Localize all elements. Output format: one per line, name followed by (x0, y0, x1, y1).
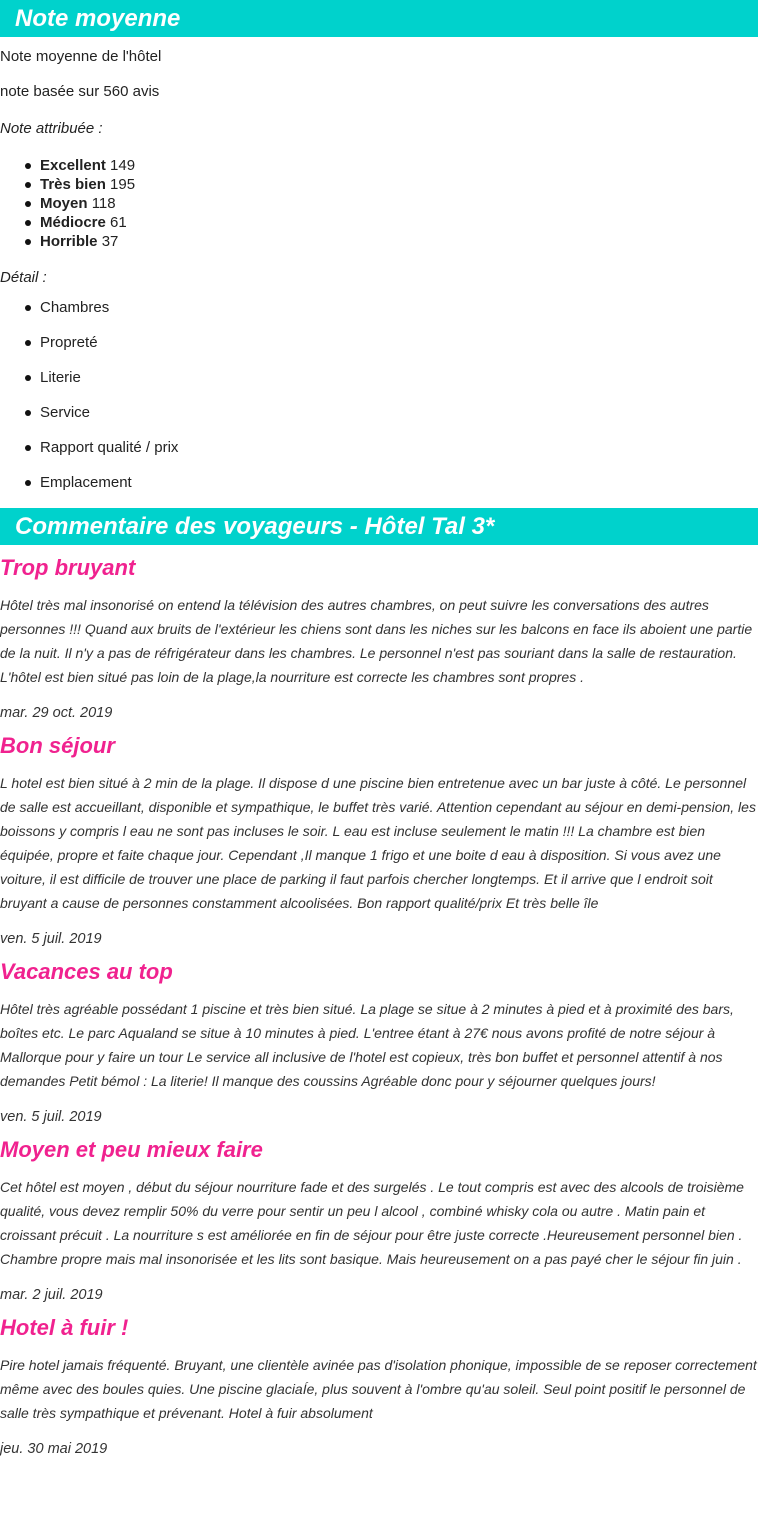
ratings-list (0, 156, 758, 251)
review-date: ven. 5 juil. 2019 (0, 931, 102, 947)
rating-item-mediocre (40, 213, 758, 232)
rating-item-horrible (40, 232, 758, 251)
review-title: Vacances au top (0, 959, 173, 984)
rating-subtitle: Note moyenne de l'hôtel (0, 48, 162, 65)
detail-item-proprete: Propreté (40, 333, 758, 353)
rating-label: Médiocre (40, 214, 106, 231)
rating-count: 149 (110, 157, 136, 174)
review-title: Trop bruyant (0, 555, 136, 580)
detail-item-chambres: Chambres (40, 298, 758, 318)
detail-list (0, 298, 758, 493)
rating-count: 37 (101, 233, 119, 250)
review-date: jeu. 30 mai 2019 (0, 1441, 108, 1457)
rating-label: Moyen (40, 195, 88, 212)
detail-item-rapport-qualite-prix: Rapport qualité / prix (40, 438, 758, 458)
review-title: Hotel à fuir ! (0, 1315, 129, 1340)
review-item (0, 957, 758, 1127)
review-body: Hôtel très agréable possédant 1 piscine et très bien situé. La plage se situe à 2 minutes à pied et à proximité des bars, boîtes etc. Le parc Aqualand se situe à 10 minutes à pied. L'entree étant à 27€ nous avons profité de notre séjour à Mallorque pour y faire un tour Le service all inclusive de l'hotel est copieux, très bon buffet et personnel attentif à nos demandes Petit bémol : La literie! Il manque des coussins Agréable donc pour y séjourner quelques jours! (0, 1001, 734, 1089)
rating-count: 118 (91, 195, 116, 212)
review-item (0, 731, 758, 949)
rating-count-text: note basée sur 560 avis (0, 83, 160, 100)
review-item (0, 1313, 758, 1459)
detail-item-literie: Literie (40, 368, 758, 388)
review-body: L hotel est bien situé à 2 min de la plage. Il dispose d une piscine bien entretenue avec un bar juste à côté. Le personnel de salle est accueillant, disponible et sympathique, le buffet très varié. Attention cependant au séjour en demi-pension, les boissons y compris l eau ne sont pas incluses le soir. L eau est incluse seulement le matin !!! La chambre est bien équipée, propre et faite chaque jour. Cependant ,Il manque 1 frigo et une boite d eau à disposition. Si vous avez une voiture, il est difficile de trouver une place de parking il faut parfois chercher longtemps. Et il arrive que l endroit soit bruyant a cause de personnes constamment alcoolisées. Bon rapport qualité/prix Et très belle île (0, 775, 756, 911)
review-date: mar. 29 oct. 2019 (0, 705, 113, 721)
detail-item-service: Service (40, 403, 758, 423)
rating-count: 61 (110, 214, 127, 231)
ratings-label: Note attribuée : (0, 120, 103, 137)
review-body: Hôtel très mal insonorisé on entend la télévision des autres chambres, on peut suivre les conversations des autres personnes !!! Quand aux bruits de l'extérieur les chiens sont dans les niches sur les balcons en face ils aboient une partie de la nuit. Il n'y a pas de réfrigérateur dans les chambres. Le personnel n'est pas souriant dans la salle de restauration. L'hôtel est bien situé pas loin de la plage,la nourriture est correcte les chambres sont propres . (0, 597, 753, 685)
review-date: mar. 2 juil. 2019 (0, 1287, 103, 1303)
rating-label: Très bien (40, 176, 106, 193)
review-title: Moyen et peu mieux faire (0, 1137, 263, 1162)
detail-item-emplacement: Emplacement (40, 473, 758, 493)
rating-label: Horrible (40, 233, 98, 250)
rating-item-moyen (40, 194, 758, 213)
rating-item-excellent (40, 156, 758, 175)
comments-section (0, 508, 758, 1459)
comments-section-header: Commentaire des voyageurs - Hôtel Tal 3* (0, 508, 758, 545)
review-body: Pire hotel jamais fréquenté. Bruyant, une clientèle avinée pas d'isolation phonique, impossible de se reposer correctement même avec des boules quies. Une piscine glaciaÍe, plus souvent à l'ombre qu'au soleil. Seul point positif le personnel de salle très sympathique et prévenant. Hotel à fuir absolument (0, 1357, 757, 1421)
review-item (0, 553, 758, 723)
review-title: Bon séjour (0, 733, 115, 758)
rating-label: Excellent (40, 157, 106, 174)
detail-label: Détail : (0, 269, 47, 286)
rating-count: 195 (110, 176, 136, 193)
rating-section (0, 0, 758, 493)
rating-section-header: Note moyenne (0, 0, 758, 37)
review-date: ven. 5 juil. 2019 (0, 1109, 102, 1125)
rating-item-tres-bien (40, 175, 758, 194)
review-body: Cet hôtel est moyen , début du séjour nourriture fade et des surgelés . Le tout compris est avec des alcools de troisième qualité, vous devez remplir 50% du verre pour sentir un peu l alcool , combiné whisky cola ou autre . Matin pain et croissant précuit . La nourriture s est améliorée en fin de séjour pour être juste correcte .Heureusement personnel bien . Chambre propre mais mal insonorisée et les lits sont basique. Mais heureusement on a pas payé cher le séjour fin juin . (0, 1179, 744, 1267)
review-item (0, 1135, 758, 1305)
